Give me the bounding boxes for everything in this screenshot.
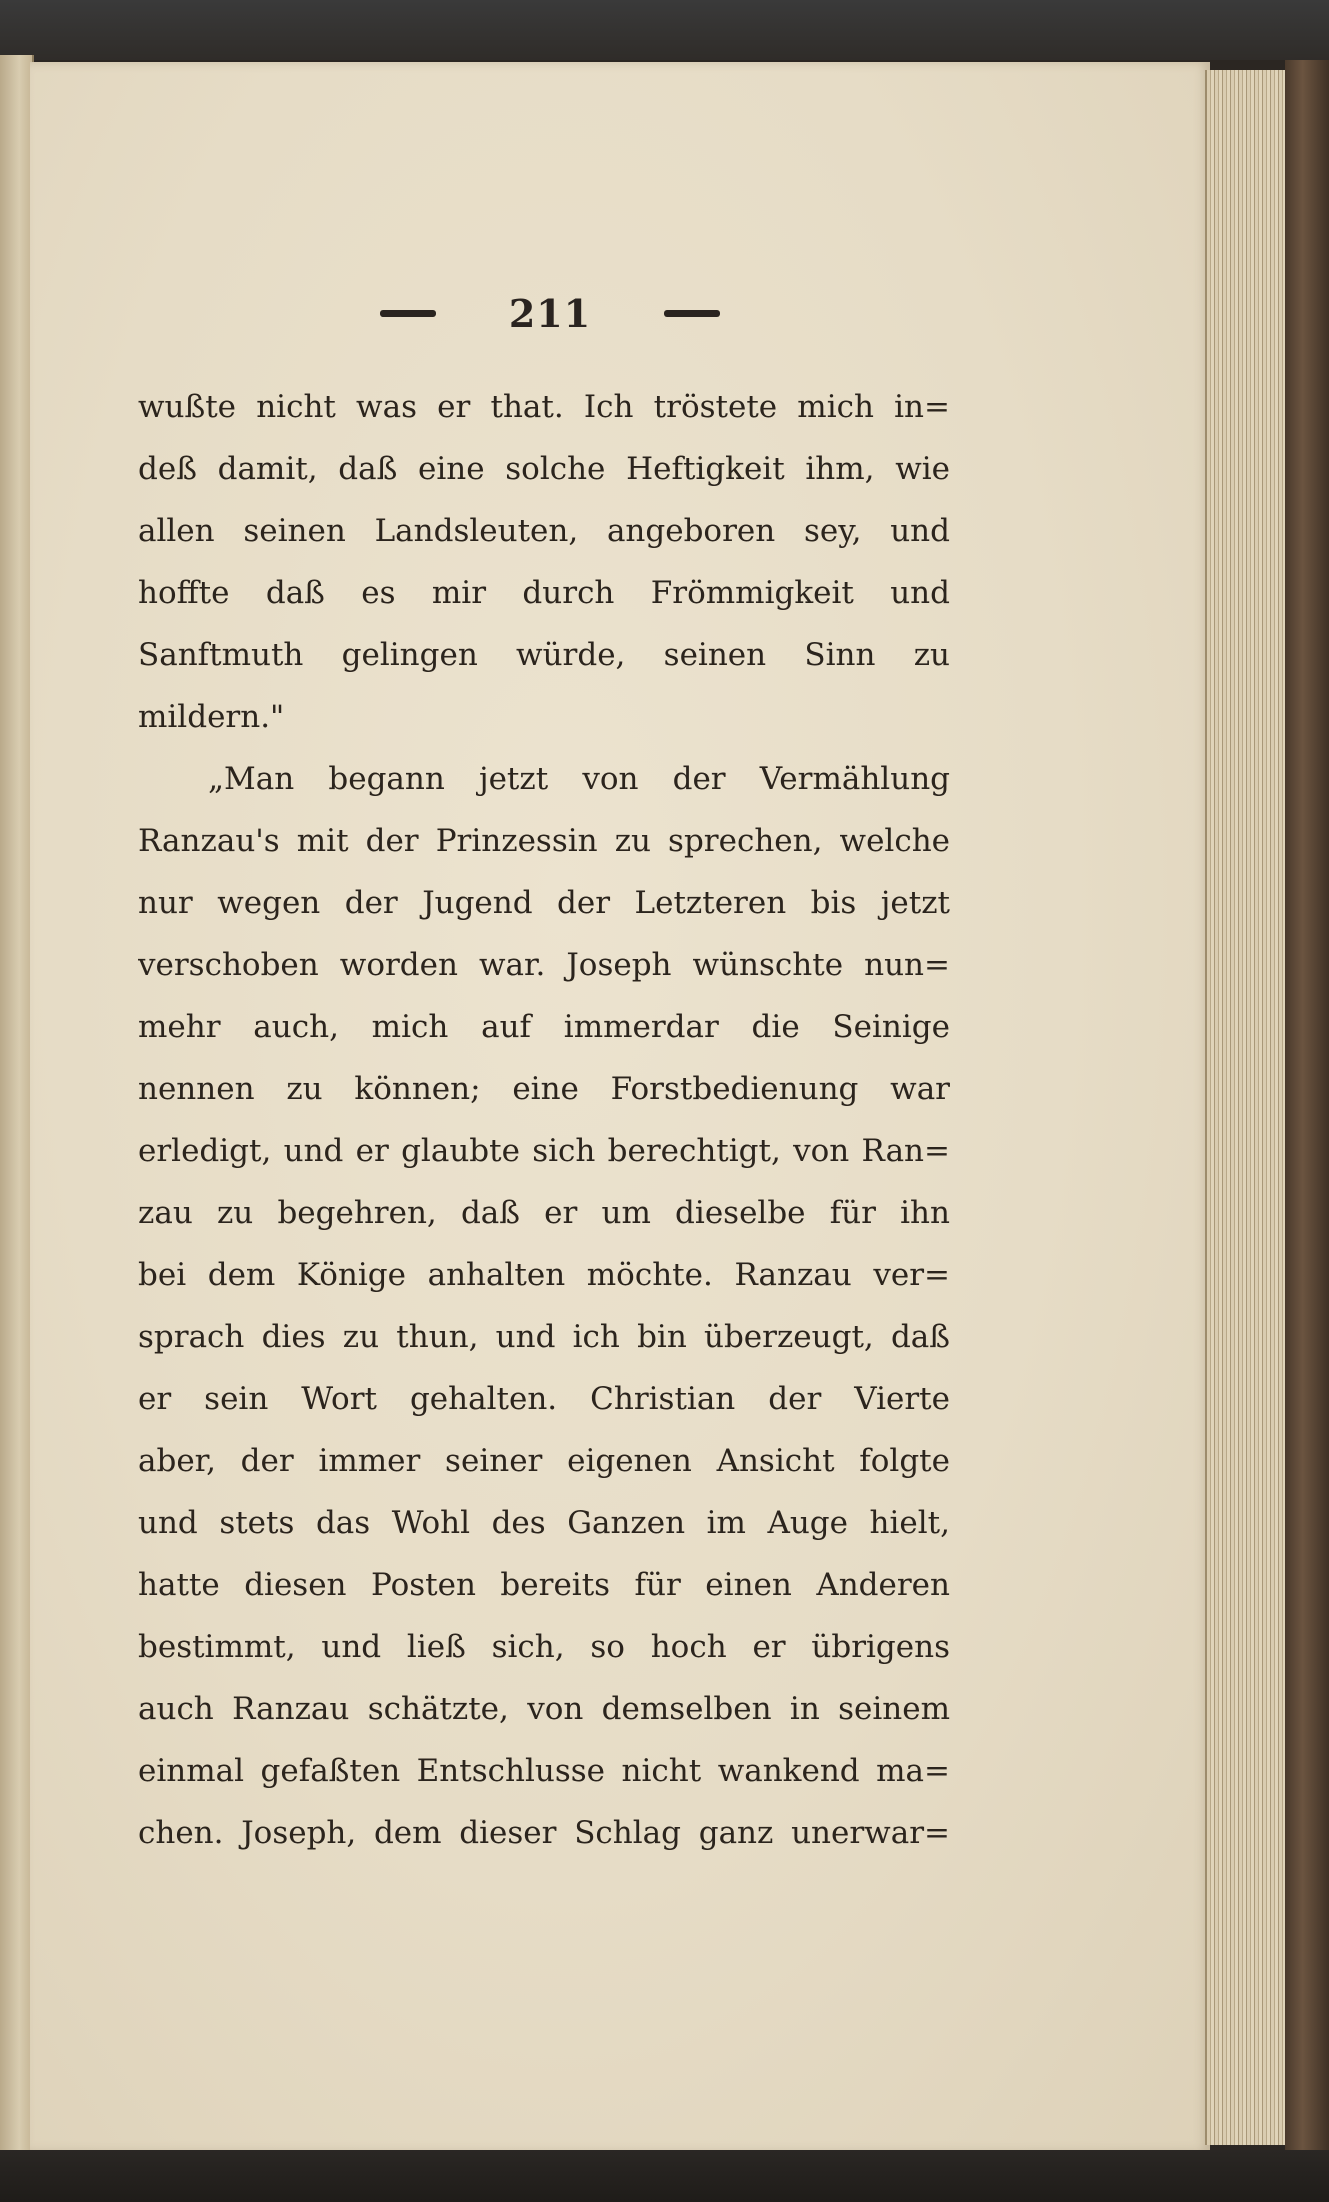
text-line: zau zu begehren, daß er um dieselbe für ihn xyxy=(138,1195,950,1231)
text-line: aber, der immer seiner eigenen Ansicht folgte xyxy=(138,1443,950,1479)
text-line: erledigt, und er glaubte sich berechtigt, von Ran= xyxy=(138,1133,950,1169)
page-number: 211 xyxy=(508,290,592,336)
text-line: nur wegen der Jugend der Letzteren bis jetzt xyxy=(138,885,950,921)
previous-page-edge xyxy=(0,55,34,2155)
text-line: Ranzau's mit der Prinzessin zu sprechen, welche xyxy=(138,823,950,859)
text-line: chen. Joseph, dem dieser Schlag ganz unerwar= xyxy=(138,1815,950,1851)
text-line: hoffte daß es mir durch Frömmigkeit und xyxy=(138,575,950,611)
text-line: hatte diesen Posten bereits für einen Anderen xyxy=(138,1567,950,1603)
text-line: einmal gefaßten Entschlusse nicht wankend ma= xyxy=(138,1753,950,1789)
text-line: auch Ranzau schätzte, von demselben in seinem xyxy=(138,1691,950,1727)
text-line: bestimmt, und ließ sich, so hoch er übrigens xyxy=(138,1629,950,1665)
header-dash-left xyxy=(380,310,436,317)
bottom-background xyxy=(0,2150,1329,2202)
header-dash-right xyxy=(664,310,720,317)
text-line: er sein Wort gehalten. Christian der Vierte xyxy=(138,1381,950,1417)
book-cover-edge xyxy=(1285,60,1329,2150)
text-line: wußte nicht was er that. Ich tröstete mich in= xyxy=(138,389,950,425)
text-line: sprach dies zu thun, und ich bin überzeugt, daß xyxy=(138,1319,950,1355)
text-line: verschoben worden war. Joseph wünschte nun= xyxy=(138,947,950,983)
body-text xyxy=(138,376,950,1864)
text-line: mehr auch, mich auf immerdar die Seinige xyxy=(138,1009,950,1045)
text-line: Sanftmuth gelingen würde, seinen Sinn zu xyxy=(138,637,950,673)
text-line: nennen zu können; eine Forstbedienung war xyxy=(138,1071,950,1107)
top-background xyxy=(0,0,1329,60)
text-line: bei dem Könige anhalten möchte. Ranzau ver= xyxy=(138,1257,950,1293)
text-line: mildern." xyxy=(138,699,285,735)
text-line: und stets das Wohl des Ganzen im Auge hielt, xyxy=(138,1505,950,1541)
page-stack-edge xyxy=(1205,70,1287,2145)
page-header xyxy=(380,283,720,343)
text-line: allen seinen Landsleuten, angeboren sey, und xyxy=(138,513,950,549)
text-line: deß damit, daß eine solche Heftigkeit ihm, wie xyxy=(138,451,950,487)
text-line: „Man begann jetzt von der Vermählung xyxy=(208,761,950,797)
